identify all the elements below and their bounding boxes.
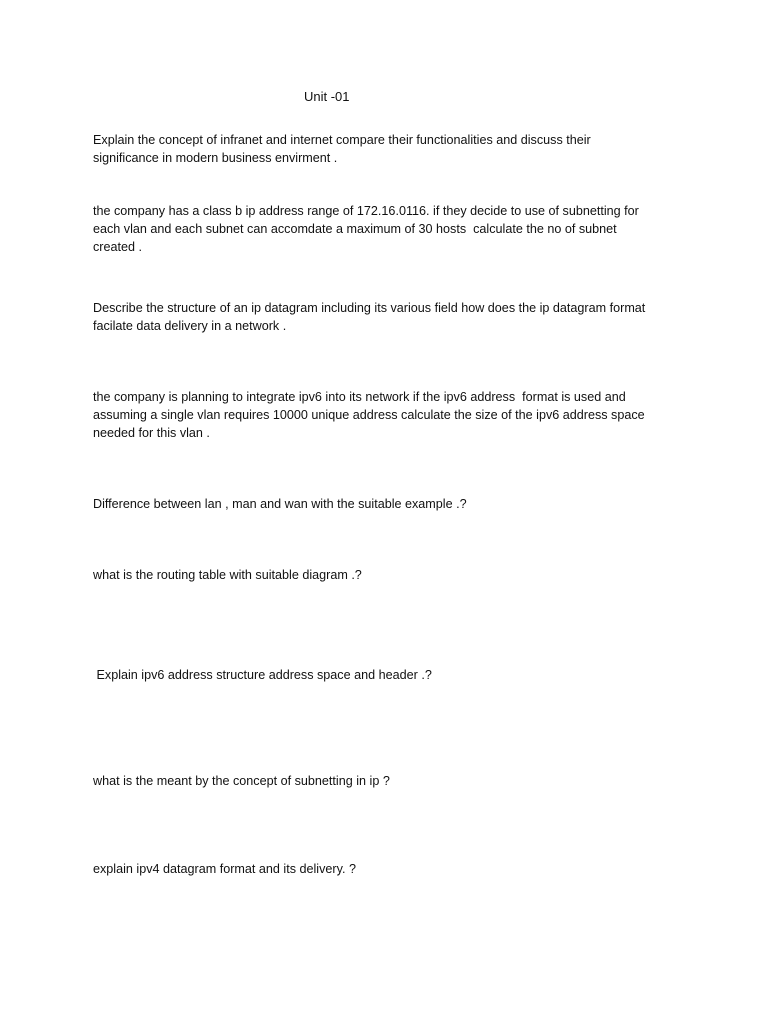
question-8: what is the meant by the concept of subnetting in ip ? [93,774,390,788]
question-4: the company is planning to integrate ipv6 into its network if the ipv6 address format is used and assuming a single vlan requires 10000 unique address calculate the size of the ipv6 address space needed for this vlan . [93,390,645,440]
question-5: Difference between lan , man and wan with the suitable example .? [93,497,467,511]
question-6: what is the routing table with suitable diagram .? [93,568,362,582]
page-title: Unit -01 [304,89,350,104]
question-7: Explain ipv6 address structure address space and header .? [93,668,432,682]
question-1: Explain the concept of infranet and internet compare their functionalities and discuss their significance in modern business envirment . [93,133,591,165]
question-2: the company has a class b ip address range of 172.16.0116. if they decide to use of subnetting for each vlan and each subnet can accomdate a maximum of 30 hosts calculate the no of subnet created . [93,204,639,254]
question-3: Describe the structure of an ip datagram including its various field how does the ip datagram format facilate data delivery in a network . [93,301,646,333]
question-9: explain ipv4 datagram format and its delivery. ? [93,862,356,876]
